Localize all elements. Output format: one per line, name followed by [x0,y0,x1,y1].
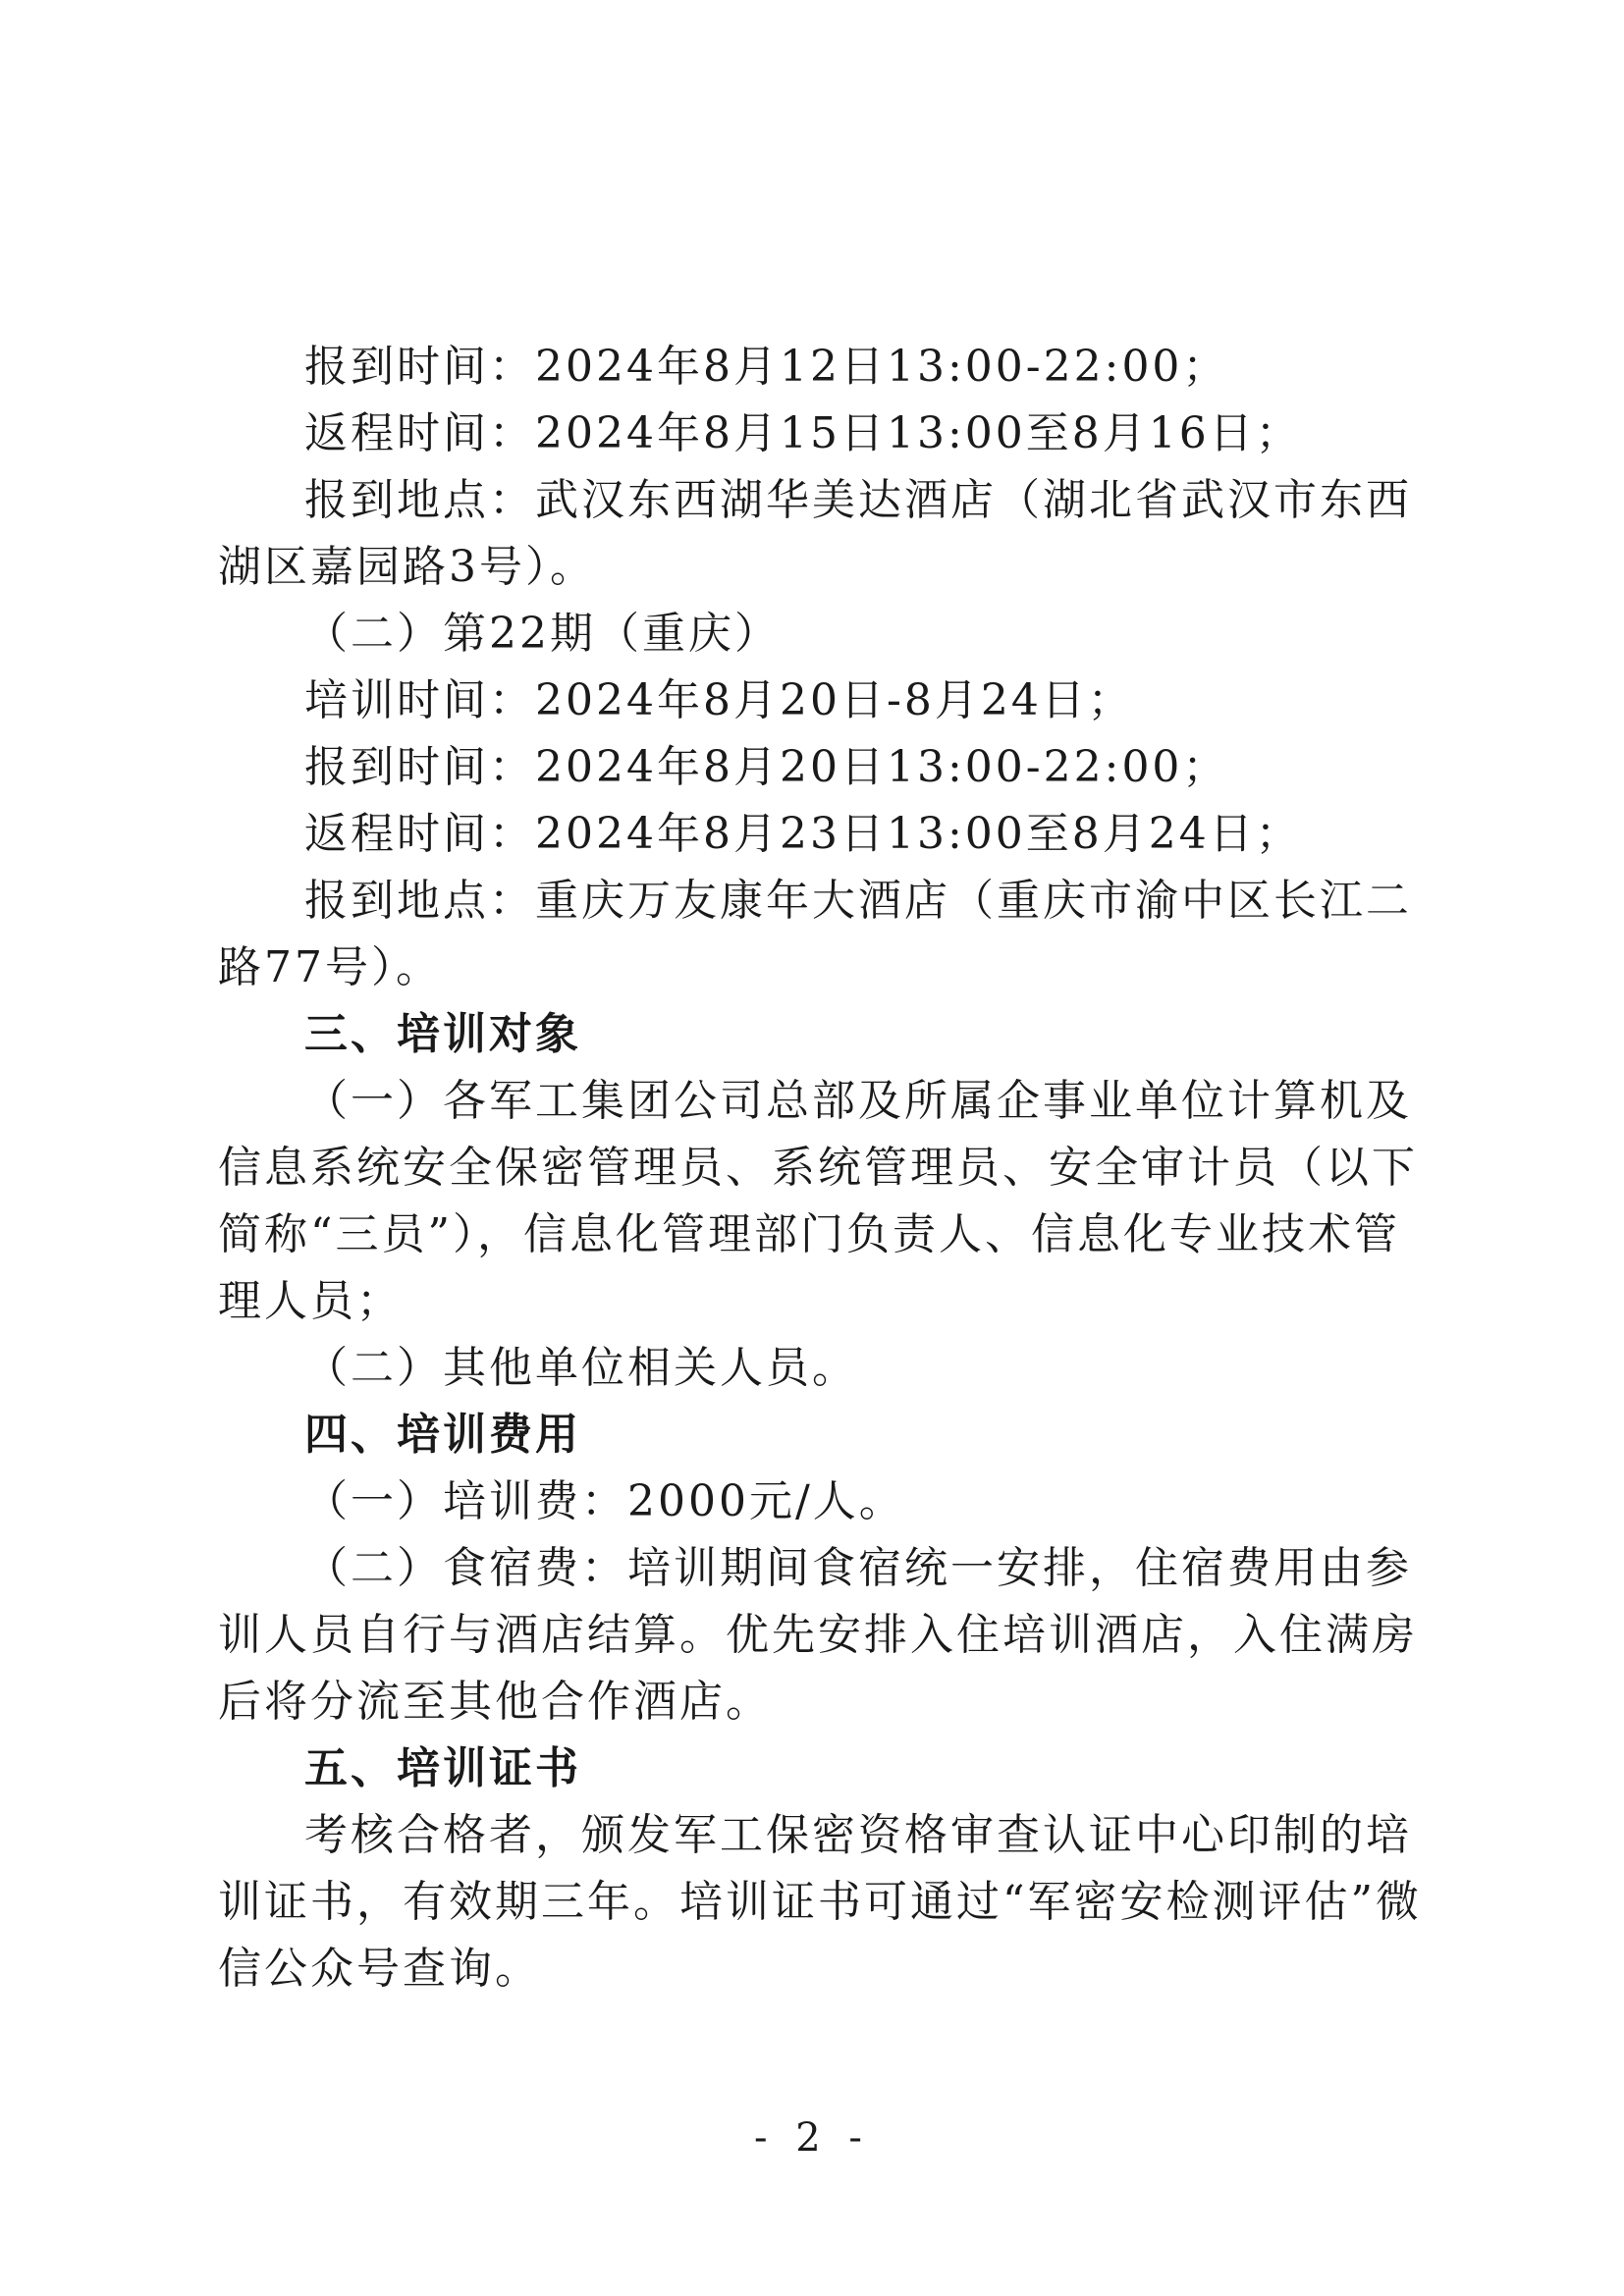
heading-training-certificate: 五、培训证书 [304,1743,581,1793]
paragraph-session-22-title: （二）第22期（重庆） [304,609,781,659]
paragraph-fee-training: （一）培训费：2000元/人。 [304,1476,905,1526]
paragraph-targets-2: （二）其他单位相关人员。 [304,1343,858,1393]
paragraph-targets-1: （一）各军工集团公司总部及所属企事业单位计算机及信息系统安全保密管理员、系统管理员、安全审计员（以下简称“三员”），信息化管理部门负责人、信息化专业技术管理人员； [218,1076,1418,1326]
paragraph-training-time-2: 培训时间：2024年8月20日-8月24日； [304,675,1134,725]
paragraph-report-time-2: 报到时间：2024年8月20日13:00-22:00； [304,742,1229,792]
paragraph-report-location-2: 报到地点：重庆万友康年大酒店（重庆市渝中区长江二路77号）。 [218,876,1412,992]
document-body [218,334,1426,2002]
page-number: - 2 - [754,2115,870,2161]
paragraph-report-location-1: 报到地点：武汉东西湖华美达酒店（湖北省武汉市东西湖区嘉园路3号）。 [218,475,1412,592]
paragraph-return-time-2: 返程时间：2024年8月23日13:00至8月24日； [304,809,1302,859]
paragraph-certificate: 考核合格者，颁发军工保密资格审查认证中心印制的培训证书，有效期三年。培训证书可通过“军密安检测评估”微信公众号查询。 [218,1810,1422,1994]
paragraph-report-time-1: 报到时间：2024年8月12日13:00-22:00； [304,342,1229,392]
heading-training-fees: 四、培训费用 [304,1410,581,1460]
heading-training-targets: 三、培训对象 [304,1009,581,1059]
paragraph-return-time-1: 返程时间：2024年8月15日13:00至8月16日； [304,408,1302,458]
paragraph-fee-accommodation: （二）食宿费：培训期间食宿统一安排，住宿费用由参训人员自行与酒店结算。优先安排入住培训酒店，入住满房后将分流至其他合作酒店。 [218,1543,1418,1727]
